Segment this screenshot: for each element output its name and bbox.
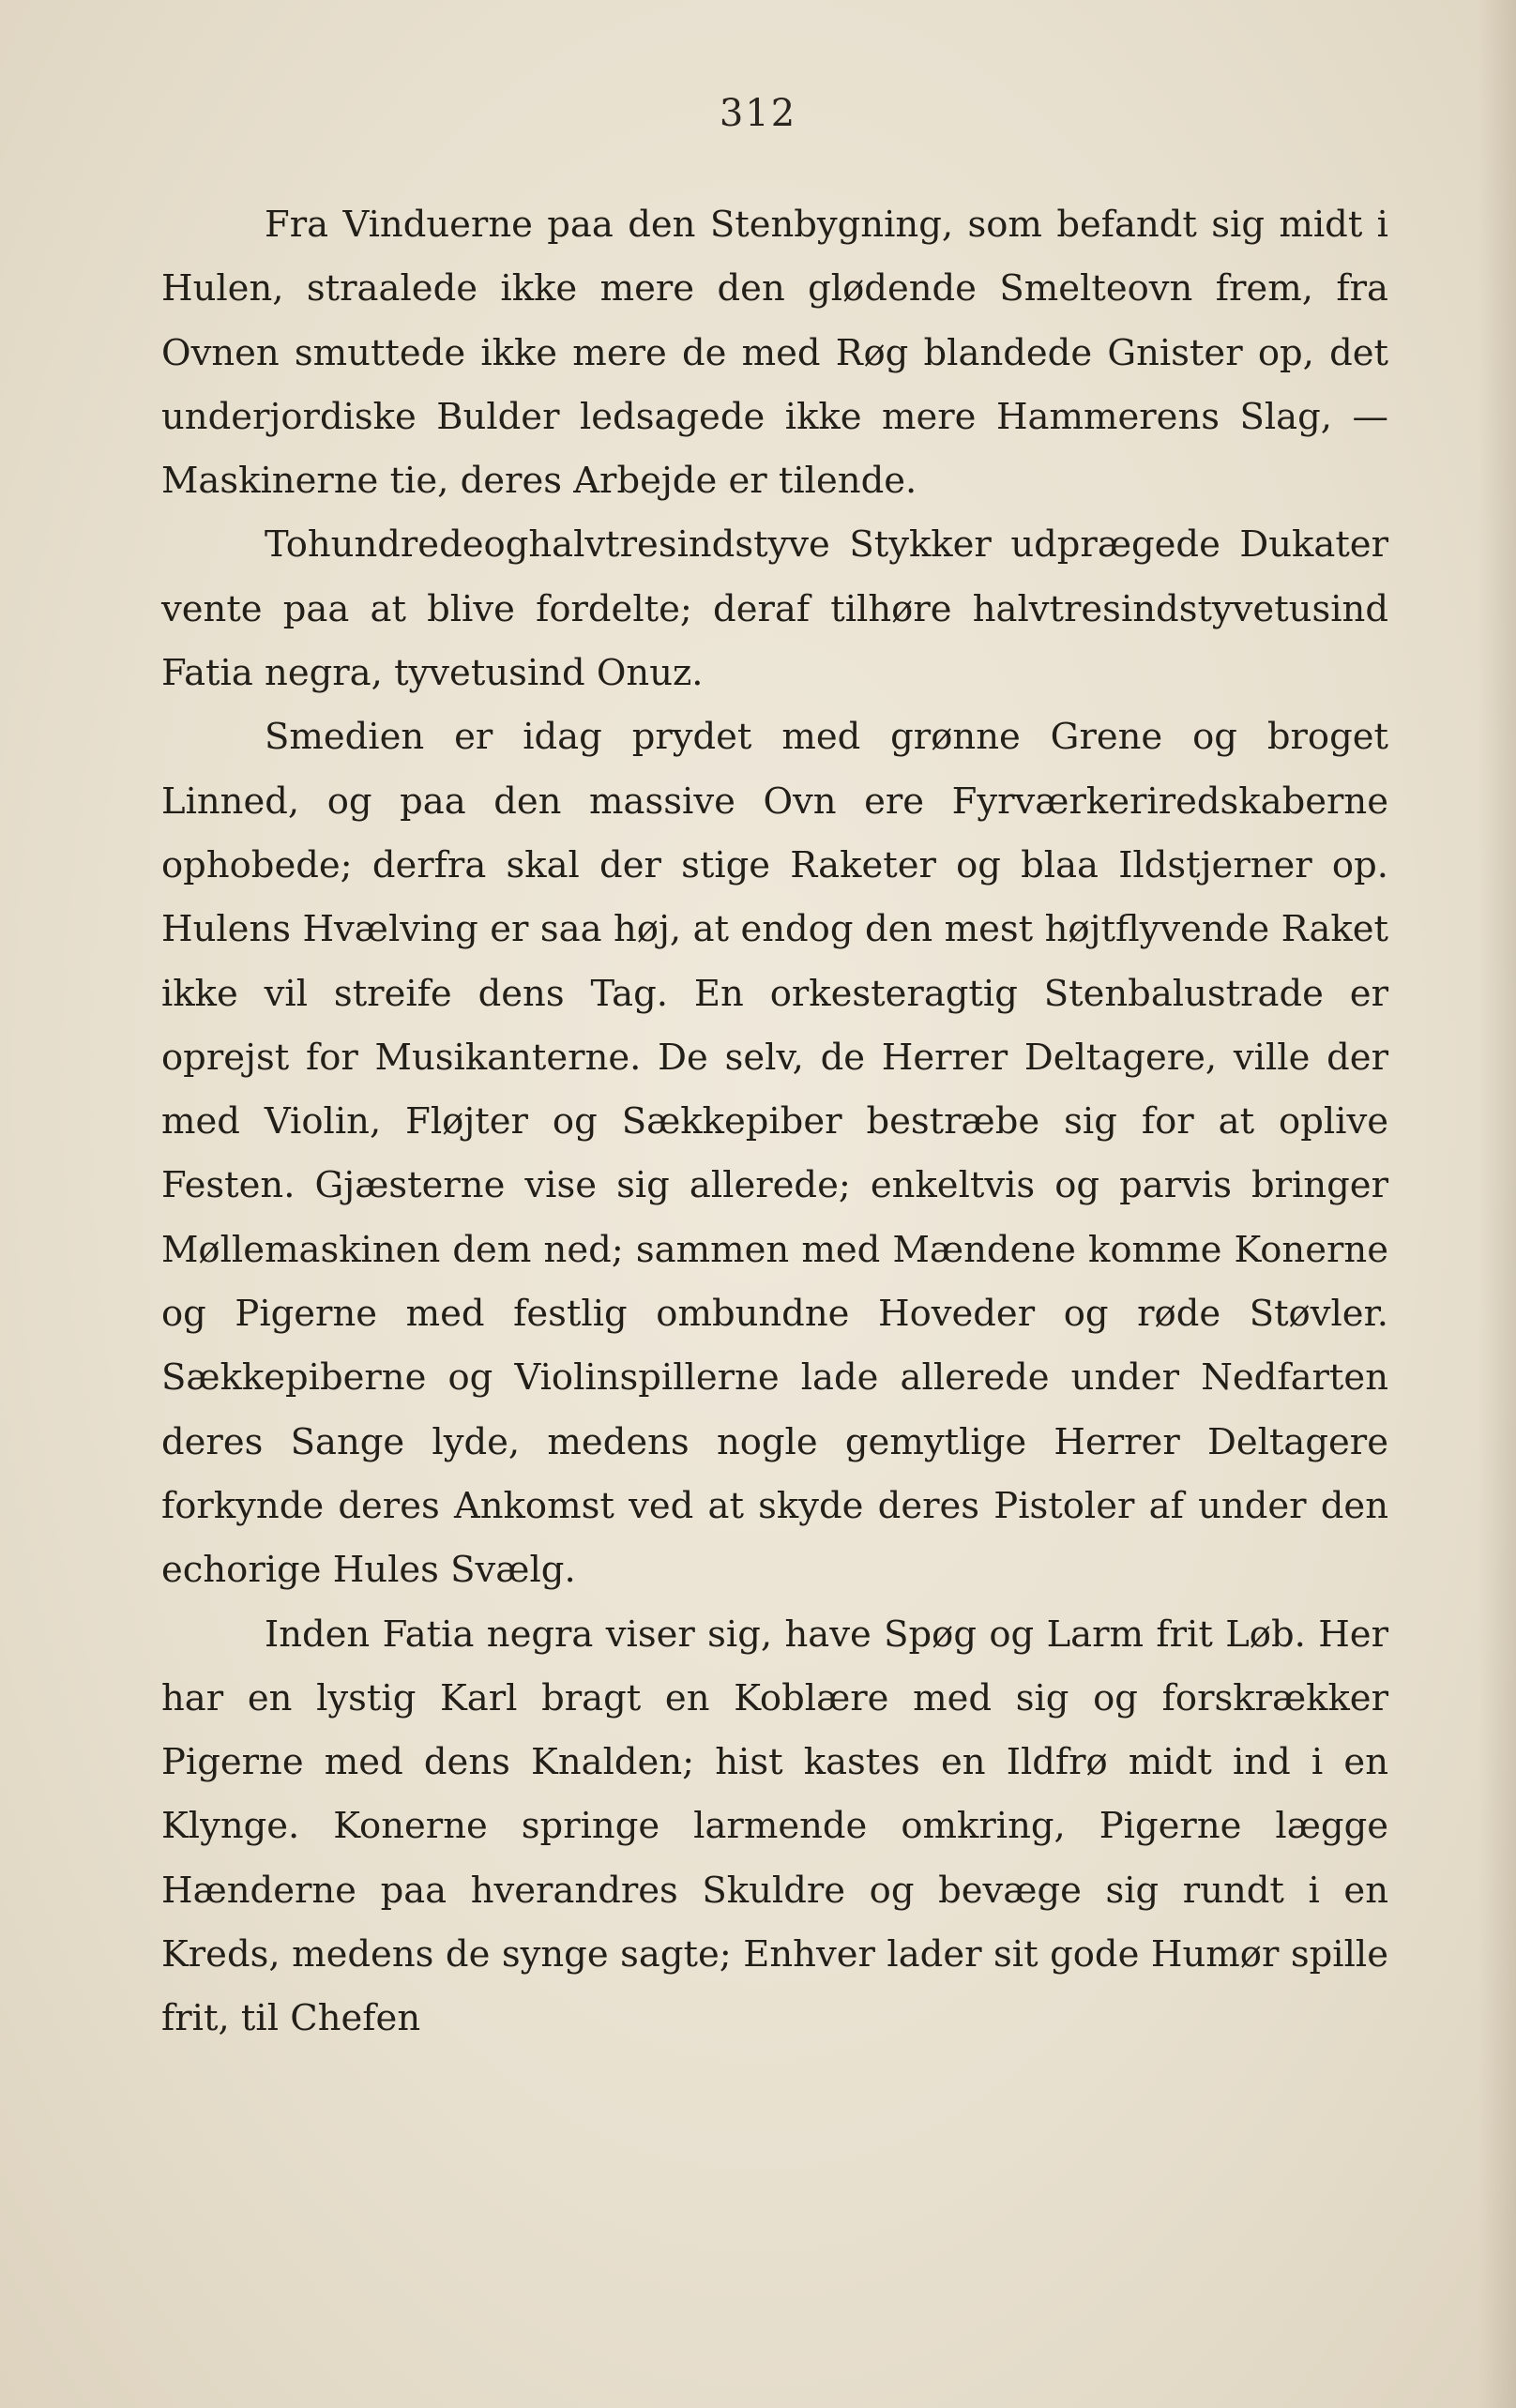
page-number: 312	[719, 92, 797, 135]
body-text	[161, 193, 1388, 2052]
paragraph-4: Inden Fatia negra viser sig, have Spøg og Larm frit Løb. Her har en lystig Karl bragt en Koblære med sig og forskrækker Pigerne med dens Knalden; hist kastes en Ildfrø midt ind i en Klynge. Konerne springe larmende omkring, Pigerne lægge Hænderne paa hverandres Skuldre og bevæge sig rundt i en Kreds, medens de synge sagte; Enhver lader sit gode Humør spille frit, til Chefen	[161, 1613, 1388, 2040]
paragraph-3: Smedien er idag prydet med grønne Grene og broget Linned, og paa den massive Ovn ere Fyrværkeriredskaberne ophobede; derfra skal der stige Raketer og blaa Ildstjerner op. Hulens Hvælving er saa høj, at endog den mest højtflyvende Raket ikke vil streife dens Tag. En orkesteragtig Stenbalustrade er oprejst for Musikanterne. De selv, de Herrer Deltagere, ville der med Violin, Fløjter og Sækkepiber bestræbe sig for at oplive Festen. Gjæsterne vise sig allerede; enkeltvis og parvis bringer Møllemaskinen dem ned; sammen med Mændene komme Konerne og Pigerne med festlig ombundne Hoveder og røde Støvler. Sækkepiberne og Violinspillerne lade allerede under Nedfarten deres Sange lyde, medens nogle gemytlige Herrer Deltagere forkynde deres Ankomst ved at skyde deres Pistoler af under den echorige Hules Svælg.	[161, 716, 1388, 1592]
paragraph-1: Fra Vinduerne paa den Stenbygning, som befandt sig midt i Hulen, straalede ikke mere den glødende Smelteovn frem, fra Ovnen smuttede ikke mere de med Røg blandede Gnister op, det underjordiske Bulder ledsagede ikke mere Hammerens Slag, — Maskinerne tie, deres Arbejde er tilende.	[161, 204, 1388, 503]
paragraph-2: Tohundredeoghalvtresindstyve Stykker udprægede Dukater vente paa at blive fordelte; deraf tilhøre halvtresindstyvetusind Fatia negra, tyvetusind Onuz.	[161, 523, 1388, 695]
